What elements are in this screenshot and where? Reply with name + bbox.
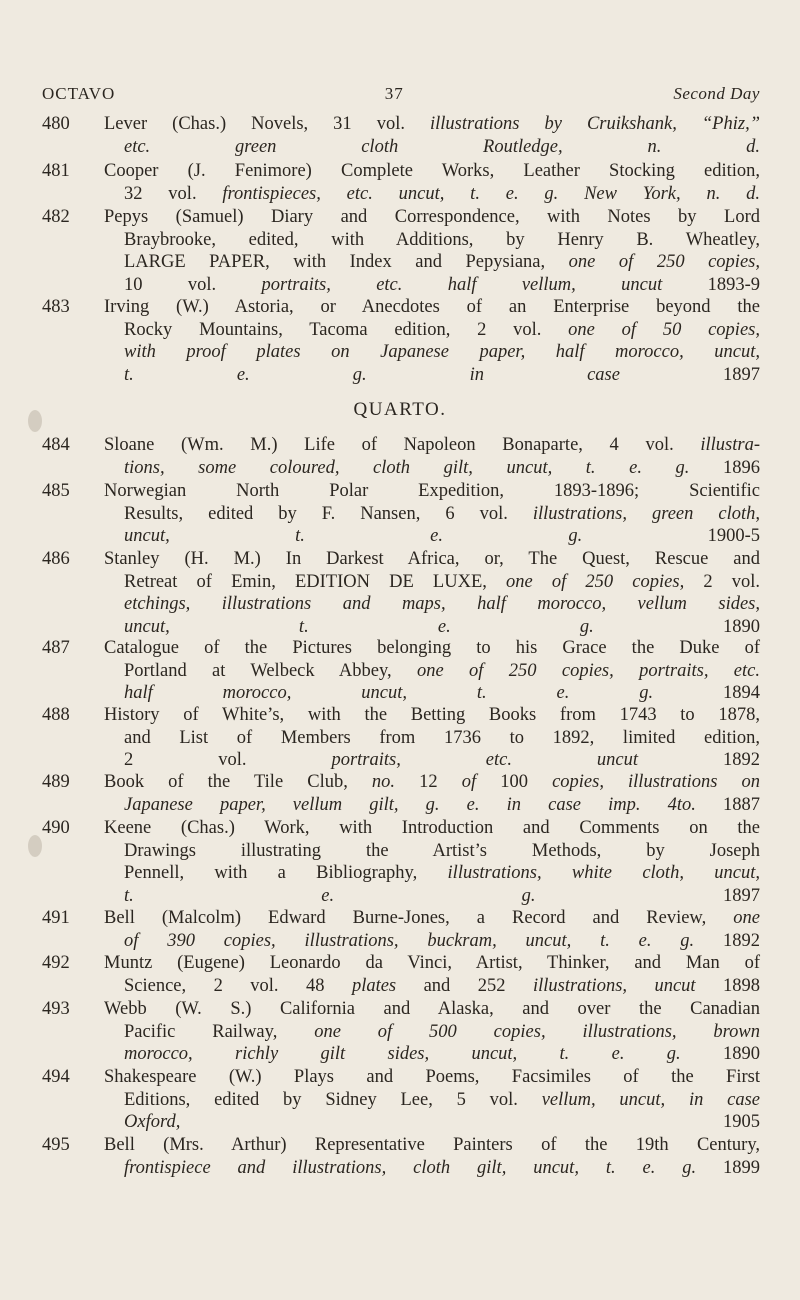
lot-description (104, 907, 760, 952)
lot-number: 485 (42, 481, 70, 501)
lot-text: Sloane (Wm. M.) Life of Napoleon Bonaparte, 4 vol. (104, 435, 701, 455)
lot-entry (42, 817, 760, 907)
lot-text: 1892 (723, 930, 761, 951)
lot-entry (42, 771, 760, 816)
lot-text: one of 250 copies, (568, 252, 760, 272)
lot-description (104, 206, 760, 296)
lot-line (104, 1043, 760, 1066)
lot-number: 489 (42, 772, 70, 792)
lot-entry (42, 1134, 760, 1179)
lot-text: 10 vol. (124, 274, 262, 295)
lot-description (104, 160, 760, 205)
lot-line (104, 998, 760, 1021)
lot-line (104, 480, 760, 503)
lot-text: portraits, etc. uncut (331, 750, 639, 770)
lot-line (104, 1111, 760, 1134)
lot-text: 1898 (723, 975, 761, 996)
lot-text: frontispiece and illustrations, cloth gilt, uncut, t. e. g. (124, 1157, 697, 1178)
lot-text: Retreat of Emin, EDITION DE LUXE, (124, 571, 507, 592)
lot-number: 492 (42, 953, 70, 973)
lot-line (104, 771, 760, 794)
lot-entry (42, 637, 760, 705)
lot-line (104, 1134, 760, 1157)
lot-entry (42, 160, 760, 205)
lot-text: Rocky Mountains, Tacoma edition, 2 vol. (124, 319, 569, 340)
lot-text: Stanley (H. M.) In Darkest Africa, or, The Quest, Rescue and (104, 549, 760, 569)
lot-text: etc. green cloth (124, 136, 399, 157)
lot-text: 1892 (723, 750, 761, 770)
lot-line (104, 1089, 760, 1112)
lot-text: Japanese paper, vellum gilt, g. e. in case (124, 794, 581, 815)
lot-line (104, 319, 760, 342)
lot-line (104, 136, 760, 159)
lot-text: Keene (Chas.) Work, with Introduction and Comments on the (104, 818, 760, 838)
lot-text: New York, n. d. (584, 183, 761, 204)
lot-text: Braybrooke, edited, with Additions, by Henry B. Wheatley, (124, 229, 760, 250)
lot-text: 32 vol. (124, 183, 223, 204)
lot-text: Irving (W.) Astoria, or Anecdotes of an Enterprise beyond the (104, 297, 760, 317)
lot-entry (42, 998, 760, 1066)
lot-line (104, 341, 760, 364)
lot-description (104, 1134, 760, 1179)
header-sale-day: Second Day (673, 84, 760, 103)
lot-number: 486 (42, 549, 70, 569)
lot-entry (42, 1066, 760, 1134)
lot-number: 488 (42, 705, 70, 725)
lot-text: Portland at Welbeck Abbey, (124, 660, 418, 681)
lot-text: one of 250 copies, (506, 571, 685, 592)
lot-text: 1896 (723, 457, 760, 478)
lot-text: 1897 (723, 885, 761, 906)
lot-text: and List of Members from 1736 to 1892, limited edition, (124, 727, 760, 748)
lot-text: with proof plates on Japanese paper, half morocco, uncut, (124, 342, 760, 362)
lot-text: 1905 (723, 1112, 760, 1132)
lot-text: 1900-5 (707, 526, 760, 546)
lot-line (104, 525, 760, 548)
lot-text: 1897 (723, 364, 761, 385)
lot-line (104, 682, 760, 705)
lot-description (104, 434, 760, 479)
lot-number: 491 (42, 908, 70, 928)
lot-description (104, 952, 760, 997)
lot-text: LARGE PAPER, with Index and Pepysiana, (124, 252, 569, 272)
page-number: 37 (384, 84, 404, 103)
lot-text: Book of the Tile Club, (104, 772, 372, 792)
lot-text: one (733, 908, 760, 928)
lot-text: vellum, uncut, in case (541, 1089, 760, 1110)
lot-text: illustrations, uncut (532, 975, 696, 996)
lot-description (104, 1066, 760, 1134)
binding-hole-mark (28, 835, 42, 857)
header-format: OCTAVO (42, 84, 116, 103)
lot-line (104, 571, 760, 594)
lot-line (104, 862, 760, 885)
lot-text: Science, 2 vol. 48 (124, 975, 352, 996)
lot-line (104, 251, 760, 274)
lot-number: 481 (42, 161, 70, 181)
lot-text: 1890 (723, 616, 761, 637)
lot-text: Pacific Railway, (124, 1021, 315, 1042)
lot-text: of 390 copies, illustrations, buckram, uncut, t. e. g. (124, 930, 695, 951)
lot-text: 1887 (723, 794, 761, 815)
lot-line (104, 296, 760, 319)
lot-text: Webb (W. S.) California and Alaska, and over the Canadian (104, 999, 760, 1019)
lot-text: 1899 (723, 1157, 761, 1178)
lot-line (104, 183, 760, 206)
lot-line (104, 160, 760, 183)
lot-text: Lever (Chas.) Novels, 31 vol. (104, 114, 430, 134)
lot-line (104, 840, 760, 863)
lot-text: Editions, edited by Sidney Lee, 5 vol. (124, 1089, 542, 1110)
lot-number: 483 (42, 297, 70, 317)
lot-text: one of 500 copies, illustrations, brown (314, 1021, 760, 1042)
lot-text: Shakespeare (W.) Plays and Poems, Facsimiles of the First (104, 1067, 760, 1087)
lot-text: t. e. g. in case (124, 364, 620, 385)
lot-line (104, 794, 760, 817)
lot-line (104, 907, 760, 930)
lot-line (104, 113, 760, 136)
lot-line (104, 952, 760, 975)
lot-text: History of White’s, with the Betting Books from 1743 to 1878, (104, 705, 760, 725)
lot-text: Bell (Malcolm) Edward Burne-Jones, a Record and Review, (104, 908, 734, 928)
lot-text: illustrations, white cloth, uncut, (447, 863, 760, 883)
lot-text: Results, edited by F. Nansen, 6 vol. (124, 503, 533, 524)
section-heading: QUARTO. (353, 399, 447, 420)
lot-description (104, 704, 760, 772)
lot-entry (42, 907, 760, 952)
lot-text: t. e. g. (124, 885, 536, 906)
lot-text: Catalogue of the Pictures belonging to his Grace the Duke of (104, 638, 760, 658)
lot-text: plates (351, 975, 397, 996)
lot-text: Muntz (Eugene) Leonardo da Vinci, Artist, Thinker, and Man of (104, 953, 760, 973)
lot-line (104, 548, 760, 571)
lot-text: Cooper (J. Fenimore) Complete Works, Leather Stocking edition, (104, 161, 760, 181)
lot-number: 493 (42, 999, 70, 1019)
lot-text: of (461, 772, 477, 792)
lot-line (104, 930, 760, 953)
lot-text: half morocco, uncut, t. e. g. (124, 683, 654, 703)
lot-text: frontispieces, etc. uncut, t. e. g. (222, 183, 559, 204)
lot-line (104, 637, 760, 660)
page-header (42, 84, 760, 104)
lot-line (104, 1021, 760, 1044)
lot-text: 1894 (723, 683, 760, 703)
lot-text: 100 (500, 772, 553, 792)
lot-entry (42, 206, 760, 296)
lot-description (104, 998, 760, 1066)
lot-number: 494 (42, 1067, 70, 1087)
lot-entry (42, 434, 760, 479)
lot-line (104, 817, 760, 840)
lot-text: one of 50 copies, (568, 319, 760, 340)
lot-description (104, 771, 760, 816)
lot-text: Routledge, n. d. (483, 136, 760, 157)
lot-text: uncut, t. e. g. (124, 526, 583, 546)
lot-line (104, 229, 760, 252)
lot-text: 12 (419, 772, 462, 792)
lot-entry (42, 296, 760, 386)
lot-number: 490 (42, 818, 70, 838)
lot-line (104, 364, 760, 387)
lot-text: illustra- (700, 435, 760, 455)
lot-text: illustrations, green cloth, (532, 503, 760, 524)
lot-line (104, 727, 760, 750)
lot-line (104, 885, 760, 908)
lot-description (104, 817, 760, 907)
lot-text: portraits, etc. half vellum, uncut (261, 274, 663, 295)
lot-line (104, 1066, 760, 1089)
lot-description (104, 548, 760, 638)
lot-text: and 252 (423, 975, 533, 996)
lot-text: Bell (Mrs. Arthur) Representative Painters of the 19th Century, (104, 1135, 760, 1155)
lot-number: 482 (42, 207, 70, 227)
lot-line (104, 274, 760, 297)
lot-line (104, 457, 760, 480)
lot-text: imp. 4to. (608, 794, 696, 815)
lot-entry (42, 113, 760, 158)
lot-text: tions, some coloured, cloth gilt, uncut, t. e. g. (124, 457, 690, 478)
lot-text: no. (371, 772, 396, 792)
lot-text: 2 vol. (124, 750, 332, 770)
lot-entry (42, 952, 760, 997)
lot-number: 480 (42, 114, 70, 134)
lot-number: 484 (42, 435, 70, 455)
lot-text: 1893-9 (707, 274, 760, 295)
lot-text: 1890 (723, 1044, 761, 1064)
lot-line (104, 749, 760, 772)
lot-line (104, 616, 760, 639)
lot-entry (42, 704, 760, 772)
lot-line (104, 660, 760, 683)
lot-text: 2 vol. (703, 571, 761, 592)
lot-line (104, 593, 760, 616)
lot-text: Norwegian North Polar Expedition, 1893-1896; Scientific (104, 481, 760, 501)
lot-text: Pennell, with a Bibliography, (124, 863, 448, 883)
lot-text: one of 250 copies, portraits, etc. (417, 660, 760, 681)
lot-line (104, 503, 760, 526)
lot-entry (42, 480, 760, 548)
lot-number: 487 (42, 638, 70, 658)
lot-text: Drawings illustrating the Artist’s Methods, by Joseph (124, 840, 760, 861)
lot-text: copies, illustrations on (552, 772, 761, 792)
lot-description (104, 113, 760, 158)
lot-entry (42, 548, 760, 638)
lot-line (104, 1157, 760, 1180)
lot-number: 495 (42, 1135, 70, 1155)
lot-line (104, 206, 760, 229)
lot-text: uncut, t. e. g. (124, 616, 594, 637)
lot-line (104, 434, 760, 457)
lot-text: morocco, richly gilt sides, uncut, t. e. g. (124, 1044, 681, 1064)
lot-description (104, 296, 760, 386)
lot-text: etchings, illustrations and maps, half morocco, vellum sides, (124, 594, 760, 614)
lot-description (104, 480, 760, 548)
lot-text: illustrations by Cruikshank, “Phiz,” (430, 114, 760, 134)
lot-description (104, 637, 760, 705)
lot-text: Oxford, (124, 1112, 181, 1132)
lot-line (104, 704, 760, 727)
lot-text: Pepys (Samuel) Diary and Correspondence, with Notes by Lord (104, 207, 760, 227)
lot-line (104, 975, 760, 998)
